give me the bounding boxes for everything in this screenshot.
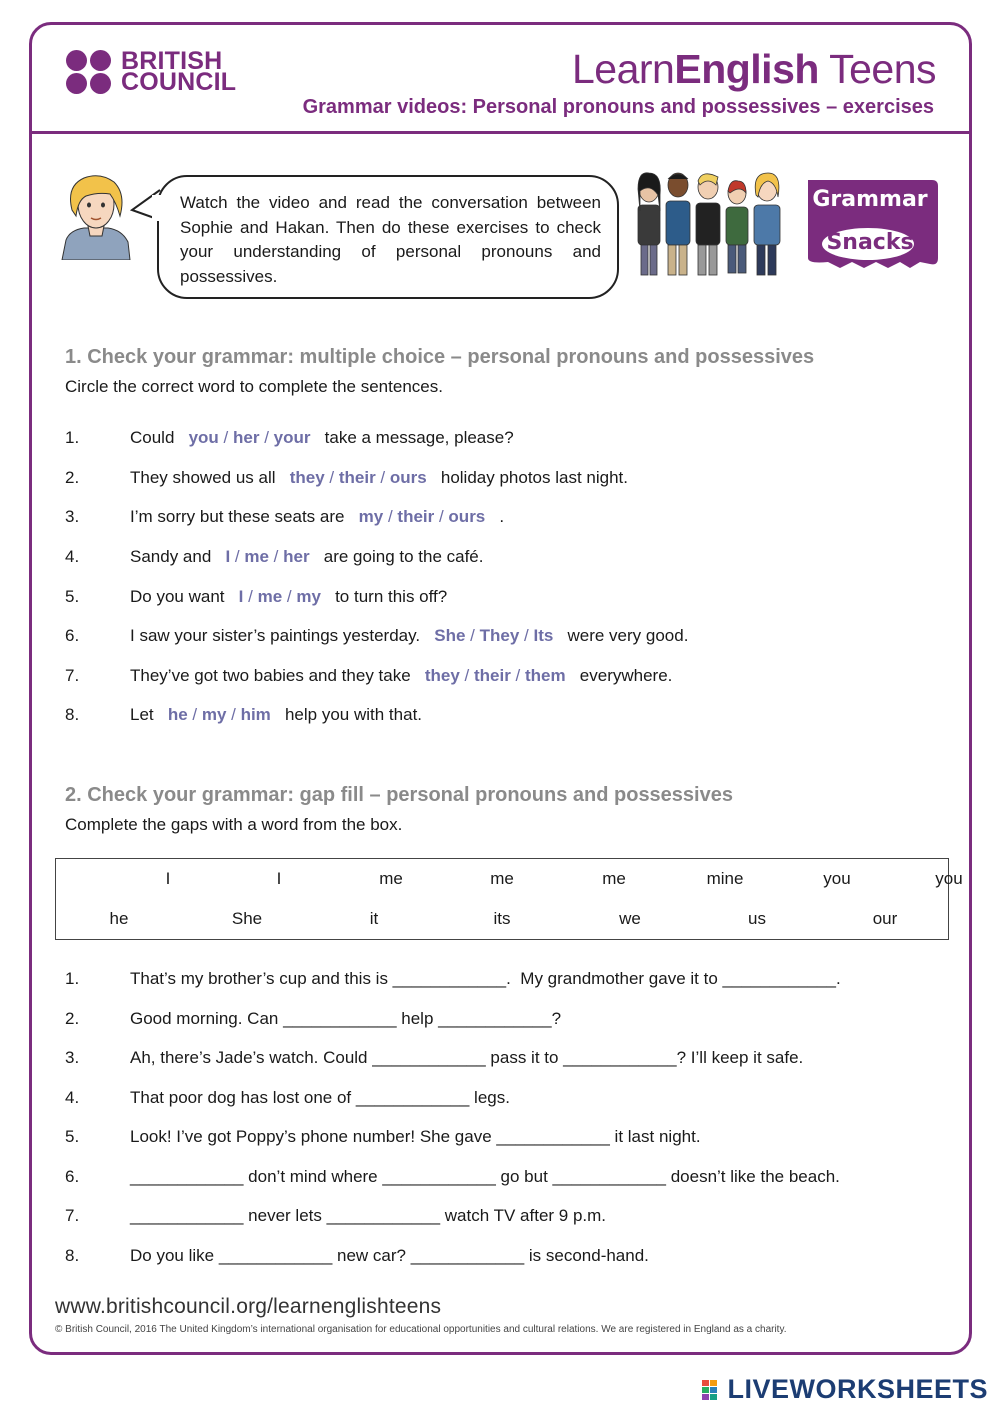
question-number: 4. [65, 1088, 80, 1107]
option-separator: / [375, 468, 390, 487]
answer-option[interactable]: you [188, 428, 219, 447]
answer-option[interactable]: they [289, 468, 325, 487]
question-text-after: help you with that. [270, 705, 423, 724]
option-separator: / [218, 428, 233, 447]
footer-url: www.britishcouncil.org/learnenglishteens [55, 1295, 442, 1318]
gap-fill-sentence[interactable]: Look! I’ve got Poppy’s phone number! She gave ____________ it last night. [130, 1127, 701, 1146]
question-text-after: . [485, 507, 505, 526]
option-separator: / [230, 547, 245, 566]
brand-line2: COUNCIL [121, 68, 237, 96]
gap-fill-sentence[interactable]: Do you like ____________ new car? ____________ is second-hand. [130, 1246, 649, 1265]
question-text-before: I saw your sister’s paintings yesterday. [130, 626, 435, 645]
question-number: 8. [65, 1246, 80, 1265]
british-council-dots-icon [66, 50, 112, 94]
question-number: 5. [65, 587, 80, 606]
question-text-before: Do you want [130, 587, 239, 606]
question-text-before: Could [130, 428, 189, 447]
footer-copyright: © British Council, 2016 The United Kingdom’s international organisation for educational opportunities and cultural relations. We are registered in England as a charity. [55, 1324, 787, 1335]
answer-option[interactable]: them [525, 666, 566, 685]
word-box-word: you [823, 869, 851, 888]
question-number: 7. [65, 1206, 80, 1225]
option-separator: / [459, 666, 474, 685]
question-text-after: were very good. [553, 626, 689, 645]
answer-option[interactable]: her [233, 428, 260, 447]
option-separator: / [226, 705, 241, 724]
answer-option[interactable]: ours [389, 468, 427, 487]
badge-line2: Snacks [826, 230, 914, 255]
word-box-word: I [276, 869, 282, 888]
answer-option[interactable]: They [479, 626, 520, 645]
option-separator: / [465, 626, 480, 645]
answer-option[interactable]: they [424, 666, 460, 685]
header-divider [30, 131, 971, 134]
word-box-word: She [231, 909, 263, 928]
grammar-snacks-badge [800, 178, 940, 270]
answer-option[interactable]: ours [448, 507, 486, 526]
option-separator: / [510, 666, 525, 685]
word-box-word: I [165, 869, 171, 888]
word-box-word: me [602, 869, 626, 888]
option-separator: / [282, 587, 297, 606]
speech-bubble [157, 175, 619, 299]
answer-option[interactable]: She [434, 626, 466, 645]
answer-option[interactable]: him [240, 705, 271, 724]
word-box-word: mine [706, 869, 744, 888]
question-number: 6. [65, 1167, 80, 1186]
question-number: 3. [65, 507, 80, 526]
british-council-logo [66, 47, 237, 96]
question-text-after: to turn this off? [320, 587, 448, 606]
section2-instruction: Complete the gaps with a word from the box. [65, 815, 403, 834]
gap-fill-sentence[interactable]: That’s my brother’s cup and this is ____________. My grandmother gave it to ____________. [130, 969, 841, 988]
sophie-avatar-icon [60, 172, 132, 260]
answer-option[interactable]: their [473, 666, 511, 685]
option-separator: / [383, 507, 398, 526]
question-number: 6. [65, 626, 80, 645]
answer-option[interactable]: me [257, 587, 283, 606]
option-separator: / [324, 468, 339, 487]
intro-text: Watch the video and read the conversation between Sophie and Hakan. Then do these exercises to check your understanding of personal pronouns and possessives. [180, 193, 601, 286]
answer-option[interactable]: Its [533, 626, 554, 645]
question-number: 2. [65, 1009, 80, 1028]
answer-option[interactable]: her [283, 547, 310, 566]
question-number: 8. [65, 705, 80, 724]
question-number: 4. [65, 547, 80, 566]
question-text-after: take a message, please? [310, 428, 514, 447]
badge-line1: Grammar [812, 187, 928, 212]
teens-group-icon [632, 165, 810, 280]
question-number: 2. [65, 468, 80, 487]
option-separator: / [519, 626, 534, 645]
word-box [55, 858, 963, 940]
question-number: 1. [65, 428, 80, 447]
word-box-word: me [490, 869, 514, 888]
question-number: 5. [65, 1127, 80, 1146]
liveworksheets-text: LIVEWORKSHEETS [727, 1374, 988, 1404]
word-box-word: us [748, 909, 766, 928]
section1-instruction: Circle the correct word to complete the sentences. [65, 377, 443, 396]
gap-fill-sentence[interactable]: ____________ never lets ____________ watch TV after 9 p.m. [130, 1206, 607, 1225]
gap-fill-sentence[interactable]: That poor dog has lost one of ____________ legs. [130, 1088, 510, 1107]
question-text-before: Sandy and [130, 547, 226, 566]
question-text-before: I’m sorry but these seats are [130, 507, 359, 526]
answer-option[interactable]: my [358, 507, 384, 526]
question-text-before: They’ve got two babies and they take [130, 666, 425, 685]
question-number: 3. [65, 1048, 80, 1067]
option-separator: / [243, 587, 258, 606]
word-box-word: we [619, 909, 641, 928]
liveworksheets-logo [701, 1374, 988, 1405]
answer-option[interactable]: my [201, 705, 227, 724]
word-box-word: it [369, 909, 379, 928]
word-box-word: me [379, 869, 403, 888]
learnenglish-teens-logo: LearnEnglish Teens [571, 46, 936, 92]
option-separator: / [268, 547, 284, 566]
answer-option[interactable]: your [273, 428, 311, 447]
answer-option[interactable]: their [338, 468, 376, 487]
answer-option[interactable]: their [397, 507, 435, 526]
question-text-before: Let [130, 705, 168, 724]
question-text-before: They showed us all [130, 468, 290, 487]
option-separator: / [187, 705, 202, 724]
question-text-after: are going to the café. [309, 547, 484, 566]
question-text-after: everywhere. [565, 666, 673, 685]
gap-fill-sentence[interactable]: ____________ don’t mind where ____________ go but ____________ doesn’t like the beach. [130, 1167, 840, 1186]
gap-fill-sentence[interactable]: Ah, there’s Jade’s watch. Could ____________ pass it to ____________? I’ll keep it safe. [130, 1048, 804, 1067]
word-box-word: our [872, 909, 898, 928]
page-subtitle: Grammar videos: Personal pronouns and possessives – exercises [302, 96, 934, 118]
answer-option[interactable]: my [296, 587, 321, 606]
question-number: 1. [65, 969, 80, 988]
word-box-word: its [493, 909, 511, 928]
word-box-word: you [935, 869, 963, 888]
liveworksheets-icon [701, 1378, 725, 1402]
option-separator: / [434, 507, 449, 526]
question-number: 7. [65, 666, 80, 685]
answer-option[interactable]: I [225, 547, 231, 566]
section2-title: 2. Check your grammar: gap fill – personal pronouns and possessives [65, 784, 733, 806]
option-separator: / [259, 428, 274, 447]
answer-option[interactable]: me [244, 547, 269, 566]
bubble-tail-cover [152, 195, 162, 221]
gap-fill-sentence[interactable]: Good morning. Can ____________ help ____________? [130, 1009, 562, 1028]
word-box-word: he [109, 909, 129, 928]
brand-line1: BRITISH [121, 47, 223, 75]
question-text-after: holiday photos last night. [426, 468, 628, 487]
section1-title: 1. Check your grammar: multiple choice – personal pronouns and possessives [65, 346, 815, 368]
answer-option[interactable]: I [238, 587, 244, 606]
answer-option[interactable]: he [167, 705, 188, 724]
